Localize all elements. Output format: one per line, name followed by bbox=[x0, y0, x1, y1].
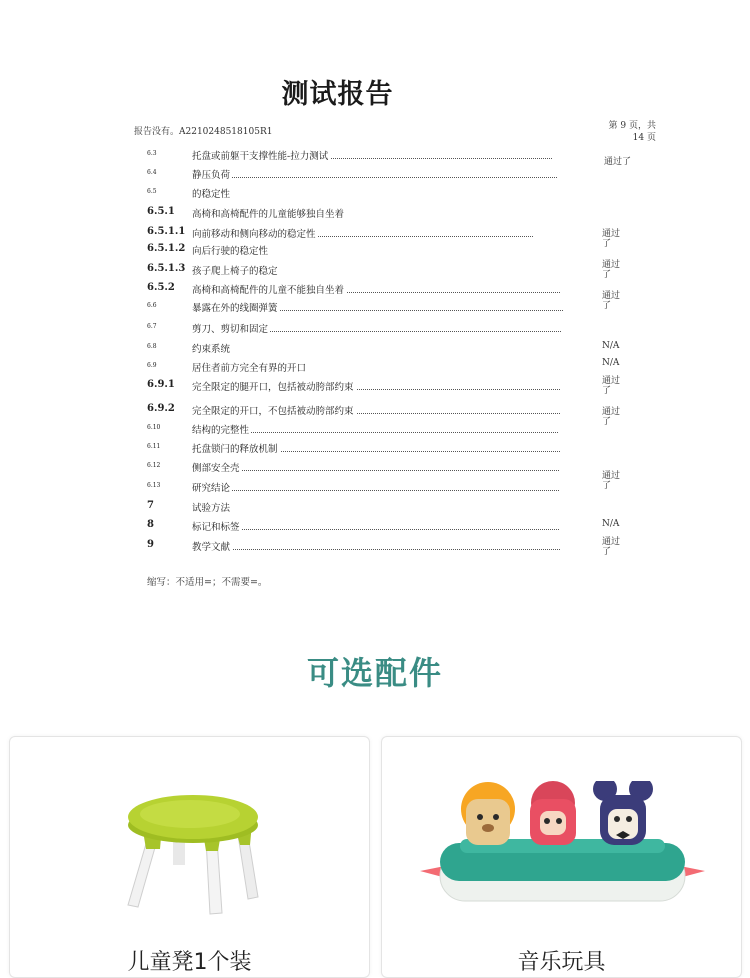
toc-number: 7 bbox=[147, 500, 154, 511]
toc-title: 高椅和高椅配件的儿童不能独自坐着 bbox=[192, 282, 346, 296]
kids-stool-image bbox=[118, 787, 268, 917]
report-number: 报告没有。A2210248518105R1 bbox=[134, 127, 273, 137]
toc-title: 剪刀、剪切和固定 bbox=[192, 321, 270, 335]
toc-title: 向后行驶的稳定性 bbox=[192, 243, 270, 257]
toc-result: N/A bbox=[602, 341, 620, 351]
toc-title: 教学文献 bbox=[192, 539, 232, 553]
toc-number: 9 bbox=[147, 539, 154, 550]
toc-number: 6.5 bbox=[147, 188, 157, 195]
toc-title: 向前移动和侧向移动的稳定性 bbox=[192, 226, 318, 240]
toc-result: 通过了 bbox=[602, 407, 621, 427]
toc-row bbox=[0, 539, 750, 553]
toc-number: 6.5.1 bbox=[147, 206, 175, 217]
toc-row bbox=[0, 282, 750, 296]
toc-row bbox=[0, 263, 750, 277]
toc-title: 孩子爬上椅子的稳定 bbox=[192, 263, 280, 277]
toc-number: 6.9.2 bbox=[147, 403, 175, 414]
toc-number: 6.9 bbox=[147, 362, 157, 369]
toc-title: 托盘或前躯干支撑性能-拉力测试 bbox=[192, 148, 330, 162]
toc-title: 高椅和高椅配件的儿童能够独自坐着 bbox=[192, 206, 346, 220]
stool-label: 儿童凳1个装 bbox=[127, 950, 252, 975]
toc-number: 6.4 bbox=[147, 169, 157, 176]
toc-title: 约束系统 bbox=[192, 341, 232, 355]
toc-result: 通过了 bbox=[602, 376, 621, 396]
toc-row bbox=[0, 422, 750, 436]
abbreviations-note: 缩写：不适用=；不需要=。 bbox=[147, 577, 268, 588]
report-title: 测试报告 bbox=[281, 79, 394, 110]
toc-row bbox=[0, 500, 750, 514]
toc-number: 6.5.1.1 bbox=[147, 226, 186, 237]
toc-number: 6.10 bbox=[147, 424, 161, 431]
toc-title: 侧部安全壳 bbox=[192, 460, 242, 474]
toc-leader-dots bbox=[192, 549, 560, 550]
toc-title: 完全限定的开口，不包括被动胯部约束 bbox=[192, 403, 356, 417]
toc-result: 通过了 bbox=[602, 229, 621, 249]
toc-number: 6.5.1.3 bbox=[147, 263, 186, 274]
page-info-line1: 第 9 页，共 bbox=[608, 121, 656, 131]
toc-row bbox=[0, 403, 750, 417]
accessory-card-stool[interactable] bbox=[9, 736, 370, 978]
toc-title: 暴露在外的线圈弹簧 bbox=[192, 300, 280, 314]
toc-result: N/A bbox=[602, 358, 620, 368]
toc-row bbox=[0, 379, 750, 393]
toc-number: 6.7 bbox=[147, 323, 157, 330]
page-info-line2: 14 页 bbox=[632, 133, 656, 143]
toc-row bbox=[0, 480, 750, 494]
toc-leader-dots bbox=[192, 490, 559, 491]
toc-title: 标记和标签 bbox=[192, 519, 242, 533]
toc-leader-dots bbox=[192, 177, 557, 178]
toc-row bbox=[0, 148, 750, 162]
toc-number: 6.13 bbox=[147, 482, 161, 489]
toc-title: 托盘锁闩的释放机制 bbox=[192, 441, 280, 455]
toc-number: 6.3 bbox=[147, 150, 157, 157]
toc-result: 通过了 bbox=[604, 157, 632, 167]
toc-number: 6.6 bbox=[147, 302, 157, 309]
toc-number: 6.11 bbox=[147, 443, 161, 450]
toc-row bbox=[0, 243, 750, 257]
toc-leader-dots bbox=[192, 529, 559, 530]
toc-title: 研究结论 bbox=[192, 480, 232, 494]
toc-number: 6.9.1 bbox=[147, 379, 175, 390]
toc-row bbox=[0, 206, 750, 220]
toc-number: 6.5.1.2 bbox=[147, 243, 186, 254]
accessory-card-music-toy[interactable] bbox=[381, 736, 742, 978]
toc-result: 通过了 bbox=[602, 471, 621, 491]
toc-row bbox=[0, 341, 750, 355]
toc-result: 通过了 bbox=[602, 260, 621, 280]
toc-row bbox=[0, 519, 750, 533]
toc-number: 6.12 bbox=[147, 462, 161, 469]
section-heading: 可选配件 bbox=[306, 654, 443, 692]
toc-title: 结构的完整性 bbox=[192, 422, 251, 436]
music-toy-image bbox=[410, 781, 715, 911]
toc-row bbox=[0, 226, 750, 240]
toc-row bbox=[0, 460, 750, 474]
toc-leader-dots bbox=[192, 470, 559, 471]
toc-result: 通过了 bbox=[602, 291, 621, 311]
toc-title: 居住者前方完全有界的开口 bbox=[192, 360, 308, 374]
toc-row bbox=[0, 321, 750, 335]
toc-number: 8 bbox=[147, 519, 154, 530]
toc-row bbox=[0, 360, 750, 374]
toc-title: 的稳定性 bbox=[192, 186, 232, 200]
toc-result: N/A bbox=[602, 519, 620, 529]
toc-number: 6.5.2 bbox=[147, 282, 175, 293]
toc-title: 完全限定的腿开口，包括被动胯部约束 bbox=[192, 379, 356, 393]
toc-row bbox=[0, 167, 750, 181]
music-toy-label: 音乐玩具 bbox=[517, 950, 606, 975]
toc-row bbox=[0, 441, 750, 455]
toc-title: 试验方法 bbox=[192, 500, 232, 514]
toc-row bbox=[0, 186, 750, 200]
toc-row bbox=[0, 300, 750, 314]
toc-result: 通过了 bbox=[602, 537, 621, 557]
toc-title: 静压负荷 bbox=[192, 167, 232, 181]
toc-number: 6.8 bbox=[147, 343, 157, 350]
